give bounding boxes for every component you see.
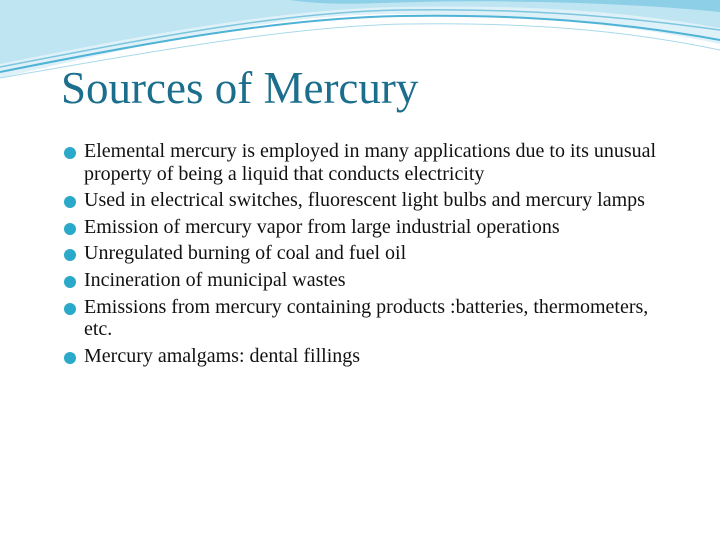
bullet-item <box>62 269 672 292</box>
bullet-icon <box>64 147 76 159</box>
bullet-item <box>62 189 672 212</box>
bullet-text: Incineration of municipal wastes <box>84 268 346 291</box>
bullet-icon <box>64 276 76 288</box>
bullet-text: Emissions from mercury containing products :batteries, thermometers, etc. <box>84 295 649 341</box>
bullet-text: Unregulated burning of coal and fuel oil <box>84 242 407 265</box>
bullet-text: Elemental mercury is employed in many applications due to its unusual property of being a liquid that conducts electricity <box>84 140 657 185</box>
bullet-icon <box>64 196 76 208</box>
slide-title: Sources of Mercury <box>61 63 419 113</box>
bullet-icon <box>64 303 76 315</box>
bullet-item <box>62 296 672 341</box>
bullet-item <box>62 345 672 368</box>
bullet-text: Mercury amalgams: dental fillings <box>84 344 361 367</box>
bullet-icon <box>64 223 76 235</box>
bullet-text: Used in electrical switches, fluorescent light bulbs and mercury lamps <box>84 189 645 212</box>
bullet-item <box>62 140 672 185</box>
bullet-list <box>62 140 672 371</box>
bullet-text: Emission of mercury vapor from large industrial operations <box>84 215 560 238</box>
bullet-item <box>62 216 672 239</box>
bullet-icon <box>64 352 76 364</box>
bullet-item <box>62 242 672 265</box>
bullet-icon <box>64 249 76 261</box>
